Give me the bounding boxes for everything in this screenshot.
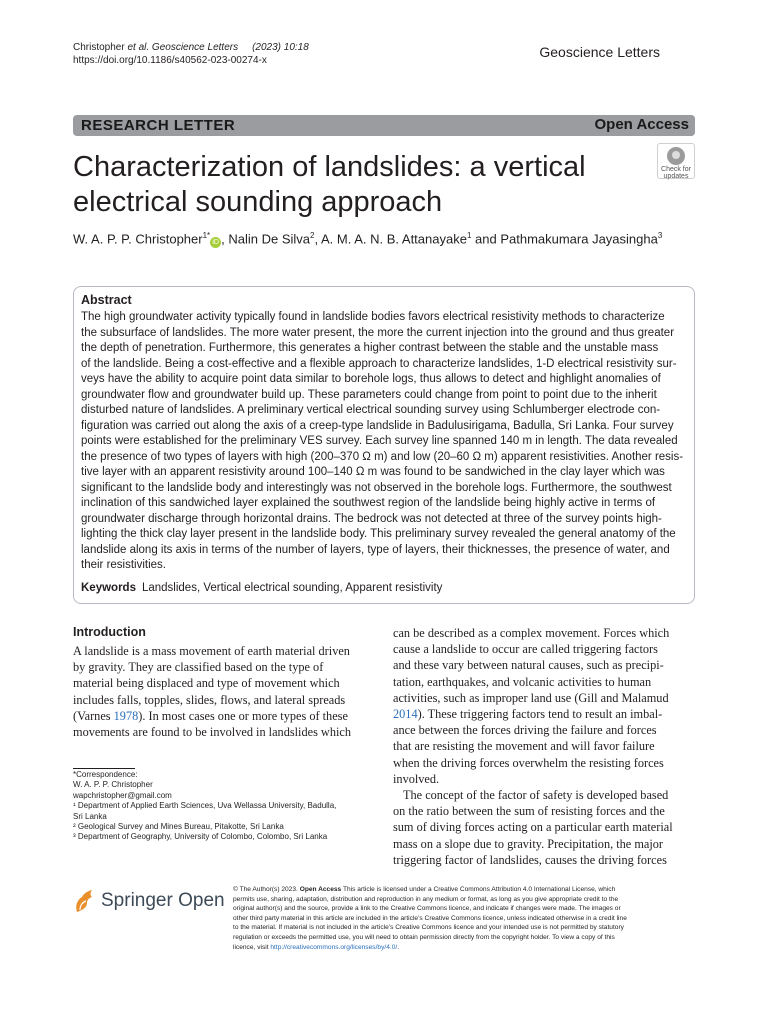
citation-link[interactable]: 2014 xyxy=(393,707,418,722)
abstract-line: the presence of two types of layers with high (200–370 Ω m) and low (20–60 Ω m) apparent resistivities. Another resis- xyxy=(81,450,684,463)
license-line: original author(s) and the source, provide a link to the Creative Commons licence, and indicate if changes were made. The images or xyxy=(233,905,621,913)
body-line: cause a landslide to occur are called triggering factors xyxy=(393,642,658,657)
body-text: ). These triggering factors tend to result an imbal- xyxy=(417,707,663,722)
abstract-line: the depth of penetration. Furthermore, this generates a higher contrast between the stable and the unstable mass xyxy=(81,342,659,354)
keywords xyxy=(81,582,442,594)
body-line: ance between the forces driving the failure and forces xyxy=(393,723,657,738)
footnotes xyxy=(73,770,336,843)
footnote-line: W. A. P. P. Christopher xyxy=(73,780,153,790)
body-line: movements are found to be involved in landslides which xyxy=(73,725,351,740)
license-line: to the material. If material is not included in the article’s Creative Commons licence and your intended use is not permitted by statutory xyxy=(233,924,624,932)
body-text: (Varnes xyxy=(73,708,114,723)
abstract-line: disturbed nature of landslides. A preliminary vertical electrical sounding survey using Schlumberger electrode con- xyxy=(81,404,661,416)
body-line: by gravity. They are classified based on the type of xyxy=(73,660,324,675)
citation-link[interactable]: 1978 xyxy=(113,708,139,723)
abstract-body xyxy=(81,310,689,574)
license-line xyxy=(233,885,693,895)
author-name[interactable]: and Pathmakumara Jayasingha xyxy=(471,231,658,247)
license-line: permits use, sharing, adaptation, distribution and reproduction in any medium or format, as long as you give appropriate credit to the xyxy=(233,895,619,903)
body-line: tation, earthquakes, and volcanic activities to human xyxy=(393,674,652,689)
body-line: on the ratio between the sum of resisting forces and the xyxy=(393,804,665,819)
body-column-left xyxy=(73,643,351,740)
license-text: . xyxy=(397,943,400,951)
body-line: when the driving forces overwhelm the resisting forces xyxy=(393,755,664,770)
body-line xyxy=(393,706,673,722)
license-text: licence, visit xyxy=(233,943,271,951)
publisher-name xyxy=(101,890,225,912)
body-line: includes falls, topples, slides, flows, and lateral spreads xyxy=(73,692,346,707)
abstract-line: figuration was carried out along the axis of a creep-type landslide in Badulusirigama, Badulla, Sri Lanka. Four survey xyxy=(81,419,674,432)
body-column-right xyxy=(393,625,673,868)
body-line: activities, such as improper land use (Gill and Malamud xyxy=(393,690,669,705)
body-line: A landslide is a mass movement of earth material driven xyxy=(73,644,350,658)
footnote-email[interactable]: wapchristopher@gmail.com xyxy=(73,790,172,800)
license-text: This article is licensed under a Creative Commons Attribution 4.0 International License, which xyxy=(341,886,616,893)
license-line xyxy=(233,943,693,953)
abstract-line: landslide along its axis in terms of the number of layers, type of layers, their thicknesses, the presence of water, and xyxy=(81,543,670,556)
abstract-line: their resistivities. xyxy=(81,559,166,571)
body-line: material being displaced and type of movement which xyxy=(73,676,340,691)
abstract-heading: Abstract xyxy=(81,293,132,307)
footnote-line: *Correspondence: xyxy=(73,770,138,779)
title-line: Characterization of landslides: a vertical xyxy=(73,151,586,183)
check-for-updates-button[interactable] xyxy=(657,143,695,179)
body-line: can be described as a complex movement. Forces which xyxy=(393,626,670,640)
journal-name: Geoscience Letters xyxy=(539,44,660,60)
footnote-line: ¹ Department of Applied Earth Sciences, Uva Wellassa University, Badulla, xyxy=(73,801,337,811)
body-line xyxy=(73,708,351,724)
license-line: other third party material in this article are included in the article’s Creative Commons licence, unless indicated otherwise in a credit line xyxy=(233,914,627,922)
abstract-line: inclination of this sandwiched layer explained the southwest region of the landslide being highly active in terms of xyxy=(81,497,656,509)
introduction-heading: Introduction xyxy=(73,625,146,639)
author-name[interactable]: , A. M. A. N. B. Attanayake xyxy=(314,231,467,247)
open-access-label: Open Access xyxy=(587,115,696,136)
footnote-divider xyxy=(73,768,135,769)
body-line: mass on a slope due to gravity. Precipitation, the major xyxy=(393,836,664,851)
article-type-banner xyxy=(73,115,695,136)
springer-open-logo xyxy=(73,887,223,917)
running-header xyxy=(73,41,309,67)
title-line: electrical sounding approach xyxy=(73,186,443,218)
author-list xyxy=(73,231,693,248)
footnote-line: Sri Lanka xyxy=(73,811,107,821)
article-type-label: RESEARCH LETTER xyxy=(81,117,236,134)
header-journal-citation: et al. Geoscience Letters xyxy=(127,42,239,53)
affiliation-marker: 1 xyxy=(466,231,472,240)
license-statement xyxy=(233,885,693,952)
body-line: sum of diving forces acting on a particular earth material xyxy=(393,820,673,835)
license-open-access: Open Access xyxy=(299,886,342,893)
abstract-line: tive layer with an apparent resistivity around 100–140 Ω m was found to be sandwiched in the clay layer which was xyxy=(81,466,665,478)
abstract-line: significant to the landslide body and interestingly was not observed in the borehole logs. Furthermore, the southwest xyxy=(81,481,672,494)
springer-wordmark: Springer xyxy=(101,890,173,911)
license-text: © The Author(s) 2023. xyxy=(233,886,300,893)
body-line: that are resisting the movement and will favor failure xyxy=(393,739,655,754)
author-name[interactable]: W. A. P. P. Christopher xyxy=(73,231,203,247)
affiliation-marker: 2 xyxy=(310,231,315,240)
springer-horse-icon xyxy=(73,888,95,914)
body-line: and these vary between natural causes, such as precipi- xyxy=(393,658,664,673)
license-line: regulation or exceeds the permitted use, you will need to obtain permission directly from the copyright holder. To view a copy of this xyxy=(233,933,615,941)
affiliation-marker: 1* xyxy=(202,231,211,240)
abstract-line: groundwater flow and groundwater build up. These parameters could change from point to point due to the inherit xyxy=(81,388,657,401)
body-line: The concept of the factor of safety is developed based xyxy=(403,788,669,803)
license-url-link[interactable]: http://creativecommons.org/licenses/by/4.0/ xyxy=(270,943,398,951)
check-updates-icon xyxy=(667,147,685,165)
footnote-line: ² Geological Survey and Mines Bureau, Pitakotte, Sri Lanka xyxy=(73,822,284,832)
body-text: ). In most cases one or more types of these xyxy=(138,708,348,723)
body-line: triggering factor of landslides, causes the driving forces xyxy=(393,852,667,867)
abstract-line: groundwater discharge through horizontal drains. The bedrock was not detected at three of the survey points high- xyxy=(81,512,662,525)
orcid-icon[interactable]: iD xyxy=(210,237,221,248)
header-year-volume: (2023) 10:18 xyxy=(252,42,309,53)
abstract-line: the subsurface of landslides. The more water present, the more the current injection into the ground and thus greater xyxy=(81,326,675,339)
footnote-line: ³ Department of Geography, University of Colombo, Colombo, Sri Lanka xyxy=(73,832,328,842)
abstract-line: of the landslide. Being a cost-effective and a flexible approach to characterize landslides, 1-D electrical resistivity sur- xyxy=(81,357,677,370)
article-title xyxy=(73,150,633,220)
body-line: involved. xyxy=(393,771,440,786)
open-wordmark: Open xyxy=(178,890,225,911)
author-name[interactable]: , Nalin De Silva xyxy=(221,231,311,247)
header-author: Christopher xyxy=(73,42,128,53)
doi-link[interactable]: https://doi.org/10.1186/s40562-023-00274-x xyxy=(73,55,267,66)
abstract-line: veys have the ability to acquire point data similar to borehole logs, thus allows to detect and highlight anomalies of xyxy=(81,373,661,385)
affiliation-marker: 3 xyxy=(657,231,663,240)
check-updates-label: updates xyxy=(663,173,689,180)
keywords-list: Landslides, Vertical electrical sounding, Apparent resistivity xyxy=(141,582,443,594)
check-updates-label: Check for xyxy=(661,166,691,173)
abstract-line: The high groundwater activity typically found in landslide bodies favors electrical resistivity methods to characterize xyxy=(81,311,665,323)
abstract-line: points were established for the preliminary VES survey. Each survey line spanned 140 m in length. The data revealed xyxy=(81,435,678,447)
abstract-line: lighting the thick clay layer present in the landslide body. This preliminary survey revealed the general anatomy of the xyxy=(81,528,676,540)
keywords-label: Keywords xyxy=(81,582,136,594)
